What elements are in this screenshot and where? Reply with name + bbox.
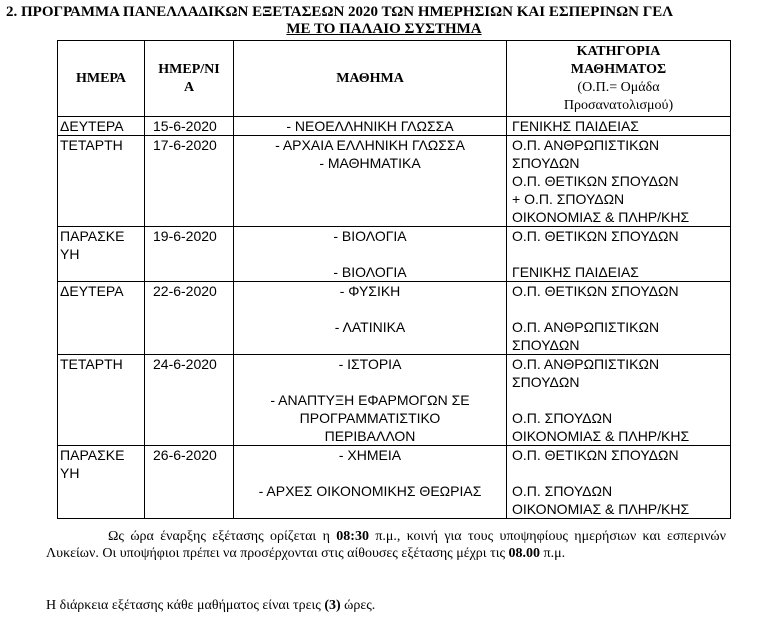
- header-day: ΗΜΕΡΑ: [58, 41, 145, 117]
- subject-cell-line: - ΑΡΧΑΙΑ ΕΛΛΗΝΙΚΗ ΓΛΩΣΣΑ: [275, 137, 465, 153]
- subject-cell-line: [234, 300, 506, 318]
- subject-cell-line: [234, 464, 506, 482]
- category-cell-line: ΟΙΚΟΝΟΜΙΑΣ & ΠΛΗΡ/ΚΗΣ: [512, 428, 690, 444]
- category-cell: [507, 282, 731, 355]
- header-category-line4: Προσανατολισμού): [563, 97, 674, 113]
- category-cell-line: + Ο.Π. ΣΠΟΥΔΩΝ: [512, 191, 625, 207]
- category-cell-line: Ο.Π. ΑΝΘΡΩΠΙΣΤΙΚΩΝ: [512, 319, 660, 335]
- header-date-line2: Α: [183, 79, 195, 95]
- day-cell-line: ΔΕΥΤΕΡΑ: [60, 283, 124, 299]
- category-cell-line: Ο.Π. ΘΕΤΙΚΩΝ ΣΠΟΥΔΩΝ: [512, 283, 679, 299]
- subtitle-text: ΜΕ ΤΟ ΠΑΛΑΙΟ ΣΥΣΤΗΜΑ: [286, 21, 482, 37]
- subject-cell-line: - ΙΣΤΟΡΙΑ: [338, 356, 402, 372]
- category-cell: [507, 136, 731, 227]
- subject-cell: [234, 282, 507, 355]
- header-date-line1: ΗΜΕΡ/ΝΙ: [158, 61, 220, 77]
- category-cell-line: Ο.Π. ΘΕΤΙΚΩΝ ΣΠΟΥΔΩΝ: [512, 447, 679, 463]
- date-cell: 24-6-2020: [145, 355, 234, 446]
- subject-cell-line: - ΛΑΤΙΝΙΚΑ: [334, 319, 406, 335]
- date-cell: 15-6-2020: [145, 117, 234, 136]
- category-cell-line: [512, 300, 730, 318]
- table-row: [58, 136, 731, 227]
- day-cell: [58, 446, 145, 519]
- day-cell: [58, 355, 145, 446]
- duration-text-b: ώρες.: [340, 598, 376, 613]
- document-title: 2. ΠΡΟΓΡΑΜΜΑ ΠΑΝΕΛΛΑΔΙΚΩΝ ΕΞΕΤΑΣΕΩΝ 2020 ΤΩΝ ΗΜΕΡΗΣΙΩΝ ΚΑΙ ΕΣΠΕΡΙΝΩΝ ΓΕΛ: [6, 4, 674, 20]
- subject-cell-line: - ΑΡΧΕΣ ΟΙΚΟΝΟΜΙΚΗΣ ΘΕΩΡΙΑΣ: [258, 483, 482, 499]
- category-cell: [507, 117, 731, 136]
- subject-cell-line: [234, 245, 506, 263]
- subject-cell-line: - ΧΗΜΕΙΑ: [338, 447, 402, 463]
- category-cell-line: [512, 464, 730, 482]
- day-cell-line: ΤΕΤΑΡΤΗ: [60, 356, 123, 372]
- table-header-row: [58, 41, 731, 117]
- category-cell-line: Ο.Π. ΘΕΤΙΚΩΝ ΣΠΟΥΔΩΝ: [512, 228, 679, 244]
- table-row: [58, 282, 731, 355]
- day-cell-line: ΠΑΡΑΣΚΕ: [60, 447, 125, 463]
- day-cell-line: ΠΑΡΑΣΚΕ: [60, 228, 125, 244]
- document-subtitle: [0, 21, 768, 38]
- header-subject: ΜΑΘΗΜΑ: [234, 41, 507, 117]
- subject-cell-line: - ΦΥΣΙΚΗ: [339, 283, 401, 299]
- category-cell-line: ΟΙΚΟΝΟΜΙΑΣ & ΠΛΗΡ/ΚΗΣ: [512, 501, 690, 517]
- note-text-b: π.μ., κοινή για τους υποψηφίους ημερήσιων και εσπερινών Λυκείων. Οι υποψήφιοι πρέπει να προσέρχονται στις αίθουσες εξέτασης μέχρι τις: [46, 529, 726, 561]
- date-cell: 26-6-2020: [145, 446, 234, 519]
- day-cell-line: ΔΕΥΤΕΡΑ: [60, 118, 124, 134]
- exam-schedule-table: [57, 40, 731, 519]
- header-category-line2: ΜΑΘΗΜΑΤΟΣ: [570, 61, 667, 77]
- category-cell: [507, 446, 731, 519]
- date-cell: 17-6-2020: [145, 136, 234, 227]
- header-category-line1: ΚΑΤΗΓΟΡΙΑ: [576, 43, 661, 59]
- date-cell: 22-6-2020: [145, 282, 234, 355]
- duration-text-a: Η διάρκεια εξέτασης κάθε μαθήματος είναι τρεις: [46, 598, 325, 613]
- day-cell-line: ΤΕΤΑΡΤΗ: [60, 137, 123, 153]
- day-cell: [58, 227, 145, 282]
- day-cell: [58, 136, 145, 227]
- subject-cell-line: - ΜΑΘΗΜΑΤΙΚΑ: [319, 155, 421, 171]
- category-cell-line: Ο.Π. ΣΠΟΥΔΩΝ: [512, 483, 613, 499]
- header-category-line3: (Ο.Π.= Ομάδα: [577, 79, 660, 95]
- subject-cell: [234, 227, 507, 282]
- category-cell-line: Ο.Π. ΑΝΘΡΩΠΙΣΤΙΚΩΝ: [512, 356, 660, 372]
- table-row: [58, 227, 731, 282]
- table-row: [58, 446, 731, 519]
- header-date: [145, 41, 234, 117]
- category-cell-line: ΣΠΟΥΔΩΝ: [512, 155, 580, 171]
- category-cell: [507, 355, 731, 446]
- duration-hours: (3): [324, 598, 341, 613]
- subject-cell: [234, 355, 507, 446]
- note-arrival-time: 08.00: [508, 546, 540, 561]
- subject-cell-line: ΠΡΟΓΡΑΜΜΑΤΙΣΤΙΚΟ: [299, 410, 441, 426]
- category-cell-line: Ο.Π. ΣΠΟΥΔΩΝ: [512, 410, 613, 426]
- note-start-time: 08:30: [336, 529, 369, 544]
- day-cell: [58, 117, 145, 136]
- category-cell-line: ΓΕΝΙΚΗΣ ΠΑΙΔΕΙΑΣ: [512, 264, 639, 280]
- table-row: [58, 355, 731, 446]
- note-text-a: Ως ώρα έναρξης εξέτασης ορίζεται η: [108, 529, 337, 544]
- category-cell-line: ΟΙΚΟΝΟΜΙΑΣ & ΠΛΗΡ/ΚΗΣ: [512, 209, 690, 225]
- subject-cell: [234, 136, 507, 227]
- subject-cell-line: - ΑΝΑΠΤΥΞΗ ΕΦΑΡΜΟΓΩΝ ΣΕ: [270, 392, 470, 408]
- day-cell-line: ΥΗ: [60, 465, 80, 481]
- category-cell-line: Ο.Π. ΘΕΤΙΚΩΝ ΣΠΟΥΔΩΝ: [512, 173, 679, 189]
- duration-note: [46, 598, 375, 614]
- table-row: [58, 117, 731, 136]
- subject-cell-line: - ΒΙΟΛΟΓΙΑ: [333, 264, 407, 280]
- subject-cell-line: - ΒΙΟΛΟΓΙΑ: [333, 228, 407, 244]
- day-cell-line: ΥΗ: [60, 246, 80, 262]
- subject-cell-line: [234, 373, 506, 391]
- day-cell: [58, 282, 145, 355]
- category-cell-line: ΣΠΟΥΔΩΝ: [512, 337, 580, 353]
- note-text-c: π.μ.: [540, 546, 566, 561]
- subject-cell: [234, 117, 507, 136]
- table-body: [58, 117, 731, 519]
- category-cell-line: ΣΠΟΥΔΩΝ: [512, 374, 580, 390]
- category-cell-line: [512, 245, 730, 263]
- category-cell: [507, 227, 731, 282]
- header-category: [507, 41, 731, 117]
- subject-cell: [234, 446, 507, 519]
- subject-cell-line: ΠΕΡΙΒΑΛΛΟΝ: [324, 428, 416, 444]
- subject-cell-line: - ΝΕΟΕΛΛΗΝΙΚΗ ΓΛΩΣΣΑ: [286, 118, 454, 134]
- category-cell-line: ΓΕΝΙΚΗΣ ΠΑΙΔΕΙΑΣ: [512, 118, 639, 134]
- notes-paragraph: [46, 528, 726, 562]
- category-cell-line: Ο.Π. ΑΝΘΡΩΠΙΣΤΙΚΩΝ: [512, 137, 660, 153]
- category-cell-line: [512, 391, 730, 409]
- date-cell: 19-6-2020: [145, 227, 234, 282]
